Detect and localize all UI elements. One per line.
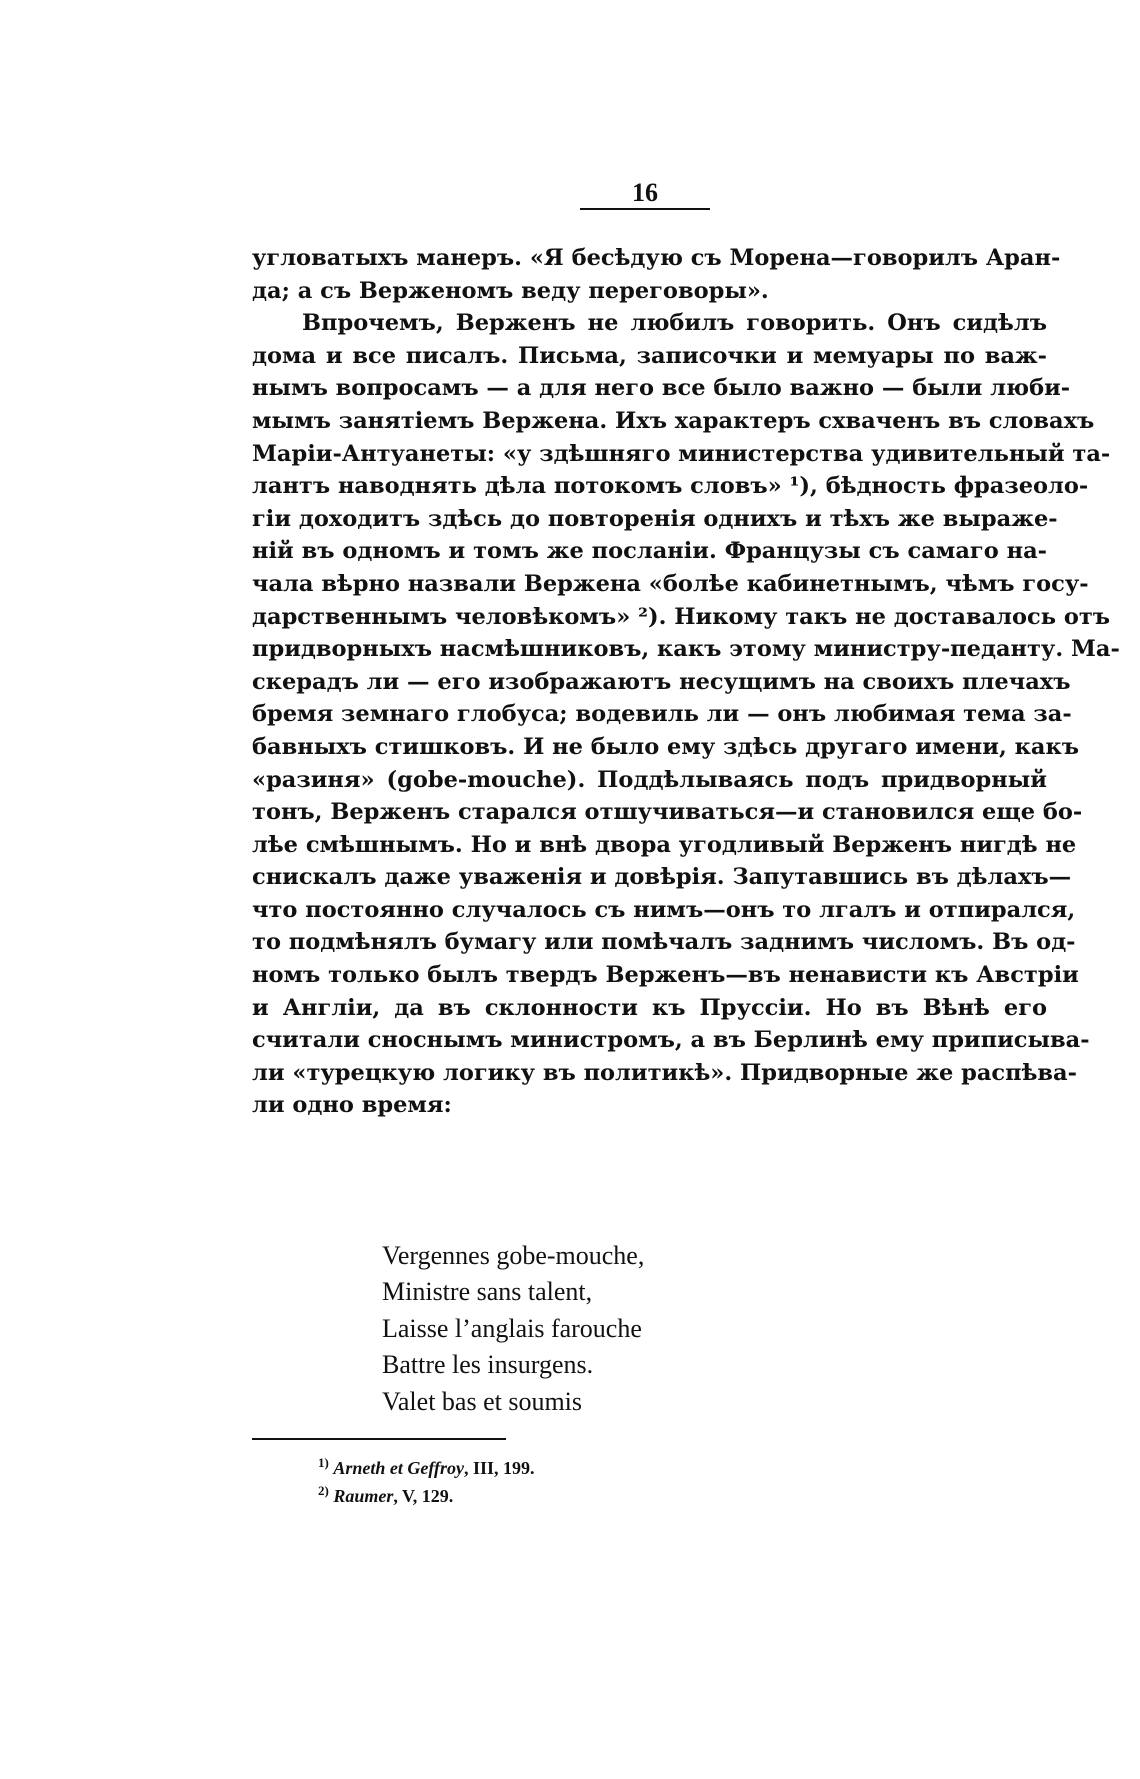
text-line: дома и все писалъ. Письма, записочки и мемуары по важ-: [252, 342, 1047, 369]
verse-line: Laisse l’anglais farouche: [382, 1313, 642, 1343]
footnote-author: Raumer: [333, 1486, 394, 1506]
text-line: чала вѣрно назвали Вержена «болѣе кабинетнымъ, чѣмъ госу-: [252, 570, 1089, 597]
text-line: угловатыхъ манеръ. «Я бесѣдую съ Морена—говорилъ Аран-: [252, 245, 1061, 271]
text-line: лѣе смѣшнымъ. Но и внѣ двора угодливый Верженъ нигдѣ не: [252, 831, 1077, 858]
verse-line: Vergennes gobe-mouche,: [382, 1241, 645, 1270]
text-line: и Англіи, да въ склонности къ Пруссіи. Но въ Вѣнѣ его: [252, 994, 1047, 1021]
body-text: [252, 242, 1120, 1122]
text-line: ли «турецкую логику въ политикѣ». Придворные же распѣва-: [252, 1059, 1077, 1086]
text-line: Впрочемъ, Верженъ не любилъ говорить. Онъ сидѣлъ: [302, 310, 1047, 337]
footnote-author: Arneth et Geffroy: [333, 1458, 465, 1478]
verse-block: [382, 1238, 882, 1420]
text-line: снискалъ даже уваженія и довѣрія. Запутавшись въ дѣлахъ—: [252, 864, 1072, 891]
footnotes: [318, 1454, 818, 1510]
text-line: номъ только былъ твердъ Верженъ—въ ненависти къ Австріи: [252, 962, 1079, 989]
text-line: бремя земнаго глобуса; водевиль ли — онъ любимая тема за-: [252, 701, 1072, 728]
text-line: скерадъ ли — его изображаютъ несущимъ на своихъ плечахъ: [252, 668, 1071, 695]
page-number-rule: [580, 208, 710, 210]
footnote-rule: [252, 1438, 506, 1440]
text-line: ній въ одномъ и томъ же посланіи. Французы съ самаго на-: [252, 538, 1047, 565]
text-line: мымъ занятіемъ Вержена. Ихъ характеръ схваченъ въ словахъ: [252, 407, 1095, 434]
text-line: бавныхъ стишковъ. И не было ему здѣсь другаго имени, какъ: [252, 733, 1079, 760]
text-line: ли одно время:: [252, 1092, 452, 1119]
text-line: лантъ наводнять дѣла потокомъ словъ» ¹), бѣдность фразеоло-: [252, 473, 1089, 500]
text-line: то подмѣнялъ бумагу или помѣчалъ заднимъ числомъ. Въ од-: [252, 929, 1076, 956]
text-line: что постоянно случалось съ нимъ—онъ то лгалъ и отпирался,: [252, 896, 1076, 923]
page-number: 16: [632, 178, 658, 207]
verse-line: Battre les insurgens.: [382, 1350, 594, 1380]
text-line: нымъ вопросамъ — а для него все было важно — были люби-: [252, 375, 1071, 402]
text-line: придворныхъ насмѣшниковъ, какъ этому министру-педанту. Ма-: [252, 636, 1120, 663]
footnote: [318, 1454, 818, 1482]
footnote-mark: 2): [318, 1483, 329, 1498]
text-line: дарственнымъ человѣкомъ» ²). Никому такъ не доставалось отъ: [252, 603, 1111, 630]
text-line: тонъ, Верженъ старался отшучиваться—и становился еще бо-: [252, 799, 1083, 826]
footnote-reference: , V, 129.: [393, 1486, 454, 1506]
verse-line: Ministre sans talent,: [382, 1277, 593, 1307]
text-line: Маріи-Антуанеты: «у здѣшняго министерства удивительный та-: [252, 440, 1111, 467]
verse-line: Valet bas et soumis: [382, 1386, 583, 1416]
text-line: да; а съ Верженомъ веду переговоры».: [252, 277, 769, 304]
footnote: [318, 1482, 818, 1510]
footnote-mark: 1): [318, 1455, 329, 1470]
text-line: гіи доходитъ здѣсь до повторенія однихъ и тѣхъ же выраже-: [252, 505, 1058, 532]
footnote-reference: , III, 199.: [464, 1458, 535, 1478]
text-line: «разиня» (gobe-mouche). Поддѣлываясь подъ придворный: [252, 766, 1047, 793]
text-line: считали сноснымъ министромъ, а въ Берлинѣ ему приписыва-: [252, 1027, 1090, 1054]
